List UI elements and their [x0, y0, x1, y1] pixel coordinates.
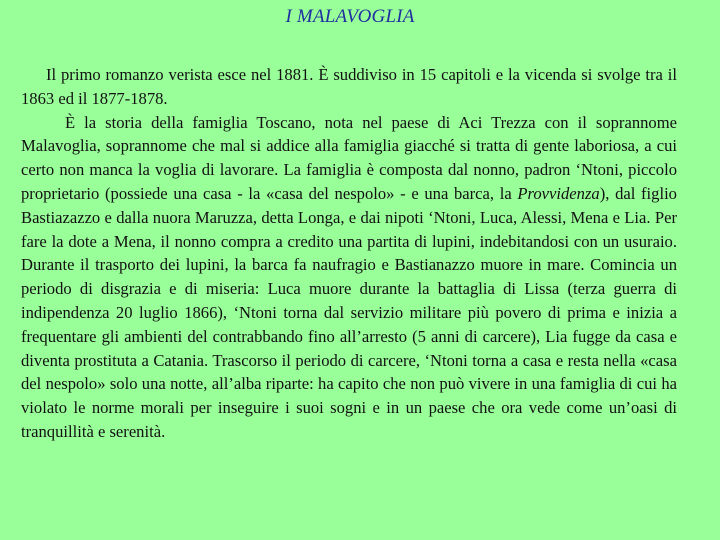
plot-text-part-1: È la storia della famiglia Toscano, nota nel paese di Aci Trezza con il soprannome Malavoglia, soprannome che mal si addice alla famiglia giacché si tratta di gente laboriosa, a cui certo non manca la voglia di lavorare. La famiglia è composta dal nonno, padron ‘Ntoni, piccolo proprietario (possiede una casa - la «casa del nespolo» - e una barca, la [21, 112, 677, 203]
plot-text-part-2: ), dal figlio Bastiazazzo e dalla nuora Maruzza, detta Longa, e dai nipoti ‘Ntoni, Luca, Alessi, Mena e Lia. Per fare la dote a Mena, il nonno compra a credito una partita di lupini, indebitandosi con un usuraio. Durante il trasporto dei lupini, la barca fa naufragio e Bastianazzo muore in mare. Comincia un periodo di disgrazia e di miseria: Luca muore durante la battaglia di Lissa (terza guerra di indipendenza 20 luglio 1866), ‘Ntoni torna dal servizio militare più povero di prima e inizia a frequentare gli ambienti del contrabbando fino all’arresto (5 anni di carcere), Lia fugge da casa e diventa prostituta a Catania. Trascorso il periodo di carcere, ‘Ntoni torna a casa e resta nella «casa del nespolo» solo una notte, all’alba riparte: ha capito che non può vivere in una famiglia di cui ha violato le norme morali per inseguire i suoi sogni e in un paese che ora vede come un’oasi di tranquillità e serenità. [21, 183, 677, 441]
paragraph-plot [21, 111, 677, 444]
paragraph-intro: Il primo romanzo verista esce nel 1881. È suddiviso in 15 capitoli e la vicenda si svolge tra il 1863 ed il 1877-1878. [21, 65, 677, 108]
boat-name: Provvidenza [517, 183, 600, 203]
slide-body [21, 63, 677, 444]
slide-title: I MALAVOGLIA [285, 6, 415, 27]
